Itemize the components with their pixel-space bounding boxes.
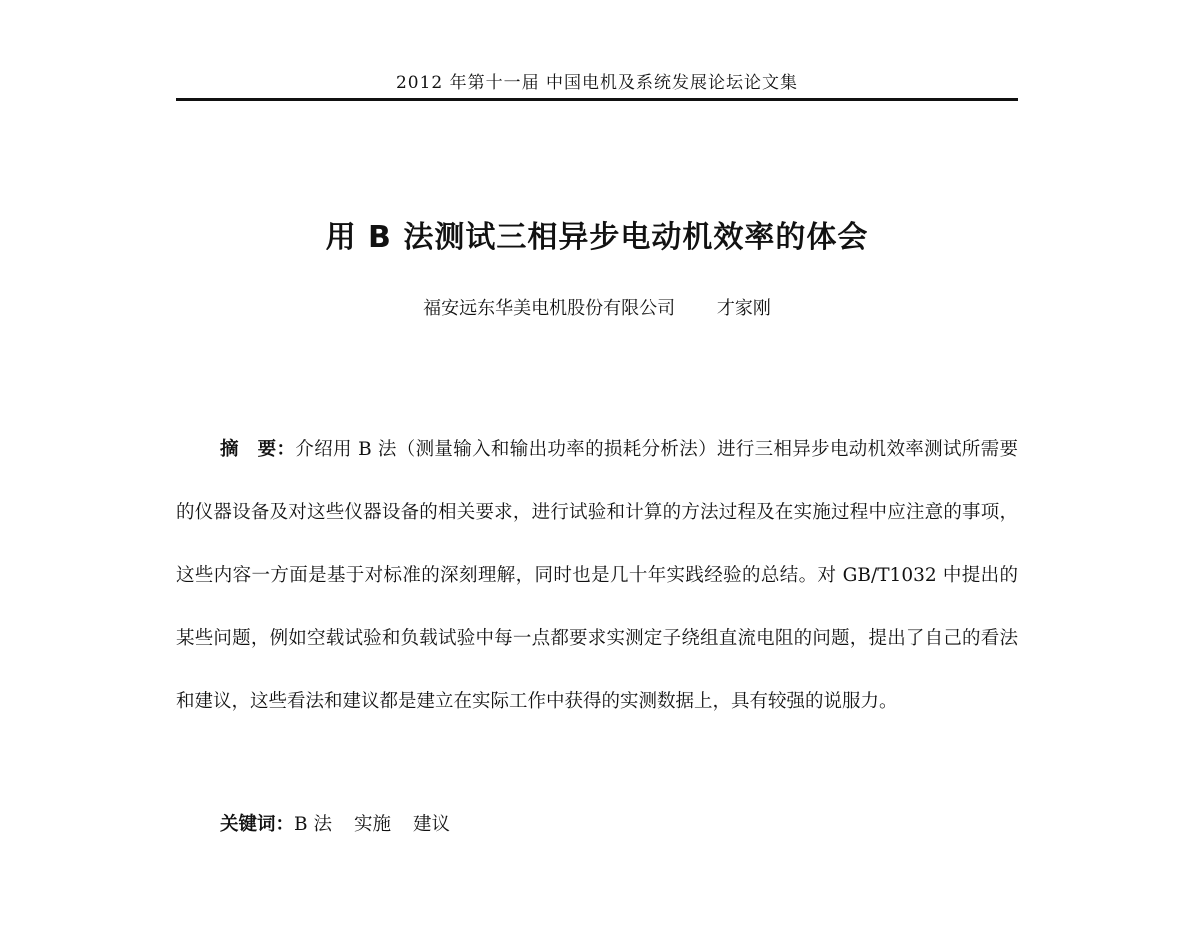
paper-title: 用 B 法测试三相异步电动机效率的体会 xyxy=(325,220,869,255)
keyword-item: 建议 xyxy=(413,814,451,835)
abstract xyxy=(176,418,1018,733)
author: 才家刚 xyxy=(716,298,771,319)
byline xyxy=(176,294,1018,324)
keyword-item: B 法 xyxy=(294,814,332,835)
running-header: 2012 年第十一届 中国电机及系统发展论坛论文集 xyxy=(395,73,799,93)
abstract-label: 摘 要： xyxy=(220,439,296,460)
affiliation: 福安远东华美电机股份有限公司 xyxy=(423,298,676,319)
keyword-item: 实施 xyxy=(354,814,392,835)
keywords xyxy=(220,808,472,842)
keywords-label: 关键词： xyxy=(220,814,295,835)
header-rule xyxy=(176,98,1018,101)
abstract-text: 介绍用 B 法（测量输入和输出功率的损耗分析法）进行三相异步电动机效率测试所需要的仪器设备及对这些仪器设备的相关要求，进行试验和计算的方法过程及在实施过程中应注意的事项，这些内容一方面是基于对标准的深刻理解，同时也是几十年实践经验的总结。对 GB/T1032 中提出的某些问题，例如空载试验和负载试验中每一点都要求实测定子绕组直流电阻的问题，提出了自己的看法和建议，这些看法和建议都是建立在实际工作中获得的实测数据上，具有较强的说服力。 xyxy=(176,439,1018,712)
